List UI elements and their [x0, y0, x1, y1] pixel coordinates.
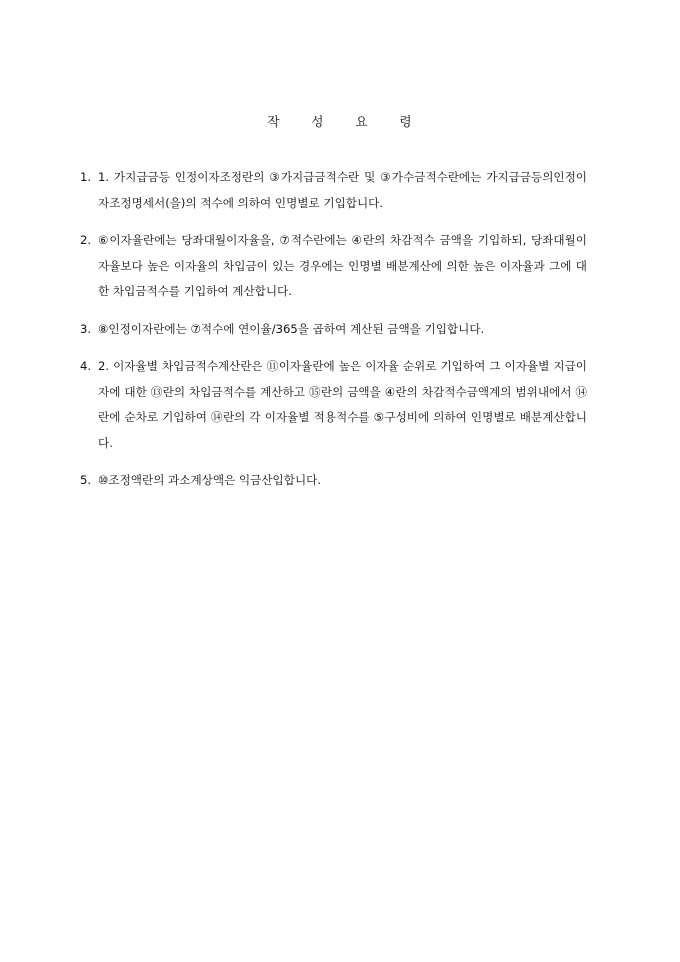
- item-text: ⑩조정액란의 과소계상액은 익금산입합니다.: [98, 473, 322, 487]
- item-text: ⑧인정이자란에는 ⑦적수에 연이율/365을 곱하여 계산된 금액을 기입합니다.: [98, 321, 485, 336]
- instruction-list: [80, 165, 587, 506]
- item-text: 1. 가지급금등 인정이자조정란의 ③가지급금적수란 및 ③가수금적수란에는 가지급금등의인정이자조정명세서(을)의 적수에 의하여 인명별로 기입합니다.: [98, 170, 587, 210]
- list-item: [80, 317, 587, 343]
- item-number: 5.: [80, 473, 92, 487]
- page-title: 작 성 요 령: [267, 114, 413, 129]
- item-number: 1.: [80, 170, 92, 184]
- item-number: 4.: [80, 359, 92, 373]
- item-number: 3.: [80, 321, 92, 336]
- item-number: 2.: [80, 233, 92, 247]
- item-text: ⑥이자율란에는 당좌대월이자율을, ⑦적수란에는 ④란의 차감적수 금액을 기입하되, 당좌대월이자율보다 높은 이자율의 차입금이 있는 경우에는 인명별 배분계산에 의한 높은 이자율과 그에 대한 차입금적수를 기입하여 계산합니다.: [98, 233, 587, 298]
- list-item: [80, 165, 587, 216]
- list-item: [80, 468, 587, 494]
- list-item: [80, 354, 587, 456]
- list-item: [80, 228, 587, 305]
- item-text: 2. 이자율별 차입금적수계산란은 ⑪이자율란에 높은 이자율 순위로 기입하여 그 이자율별 지급이자에 대한 ⑬란의 차입금적수를 계산하고 ⑮란의 금액을 ④란의 차감적수금액계의 범위내에서 ⑭란에 순차로 기입하여 ⑭란의 각 이자율별 적용적수를 ⑤구성비에 의하여 인명별로 배분계산합니다.: [98, 359, 587, 450]
